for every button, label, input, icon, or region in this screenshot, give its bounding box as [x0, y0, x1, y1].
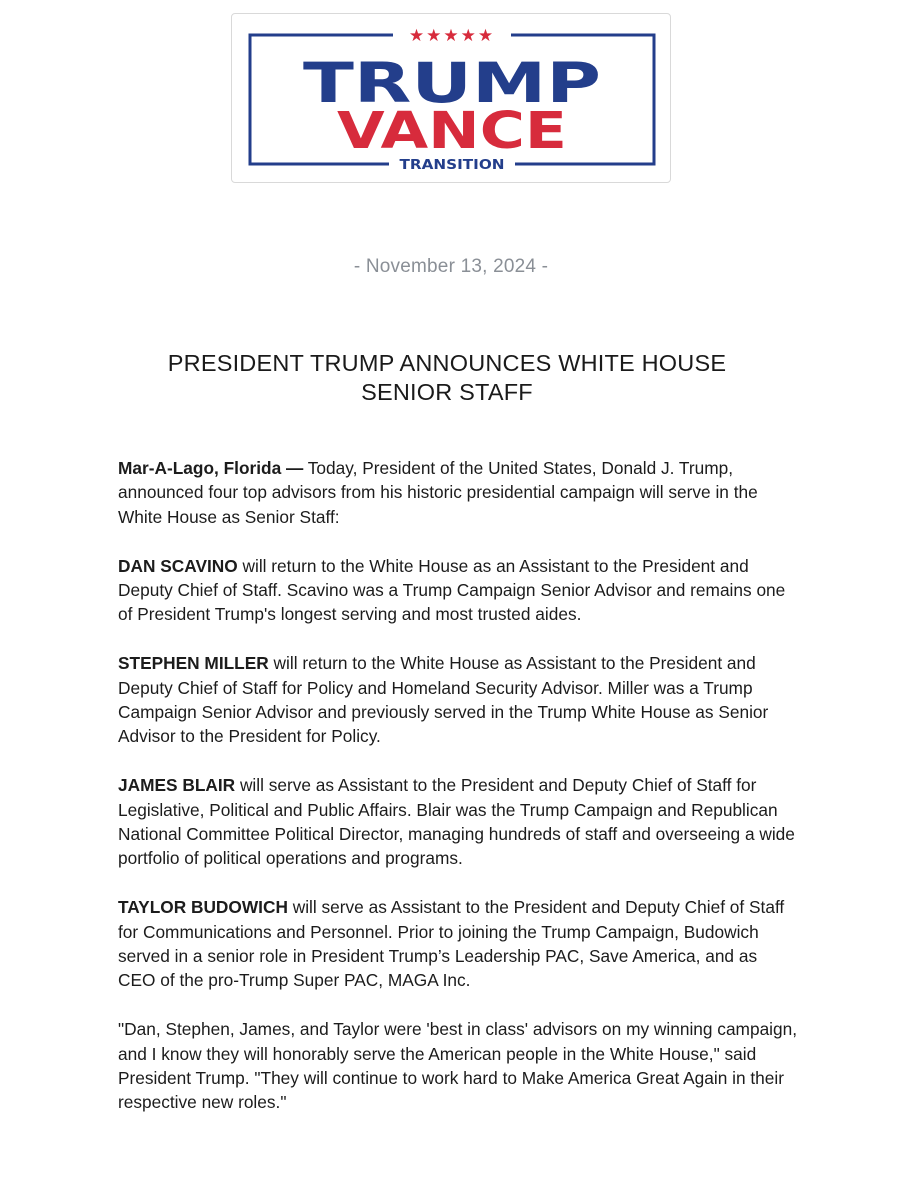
page-title: [100, 349, 794, 407]
staff-name: TAYLOR BUDOWICH: [118, 897, 288, 918]
staff-name: STEPHEN MILLER: [118, 653, 269, 674]
paragraph-text: Today, President of the United States, Donald J. Trump, announced four top advisors from his historic presidential campaign will serve in the White House as Senior Staff:: [118, 458, 758, 527]
headline-line-1: PRESIDENT TRUMP ANNOUNCES WHITE HOUSE: [167, 350, 727, 376]
quote-text: "Dan, Stephen, James, and Taylor were 'best in class' advisors on my winning campaign, and I know they will honorably serve the American people in the White House," said President Trump. "They will continue to work hard to Make America Great Again in their respective new roles.": [118, 1019, 798, 1113]
paragraph-text: will serve as Assistant to the President and Deputy Chief of Staff for Communications and Personnel. Prior to joining the Trump Campaign, Budowich served in a senior role in President Trump’s Leadership PAC, Save America, and as CEO of the pro-Trump Super PAC, MAGA Inc.: [118, 897, 785, 991]
paragraph-quote: [118, 1017, 798, 1115]
dateline: Mar-A-Lago, Florida —: [118, 458, 304, 478]
paragraph-stephen-miller: [118, 651, 798, 749]
logo-trump-text: TRUMP: [303, 51, 601, 115]
headline-line-2: SENIOR STAFF: [361, 379, 533, 405]
transition-logo-graphic: [232, 14, 672, 184]
staff-name: DAN SCAVINO: [118, 555, 238, 576]
logo-transition-text: TRANSITION: [399, 158, 505, 173]
paragraph-text: will return to the White House as Assistant to the President and Deputy Chief of Staff for Policy and Homeland Security Advisor. Miller was a Trump Campaign Senior Advisor and previously served in the Trump White House as Senior Advisor to the President for Policy.: [118, 653, 769, 747]
paragraph-james-blair: [118, 773, 798, 871]
paragraph-taylor-budowich: [118, 895, 798, 993]
staff-name: JAMES BLAIR: [118, 775, 236, 796]
transition-logo: [231, 13, 671, 183]
press-release-body: [118, 456, 798, 1139]
paragraph-dan-scavino: [118, 554, 798, 627]
paragraph-text: will serve as Assistant to the President and Deputy Chief of Staff for Legislative, Political and Public Affairs. Blair was the Trump Campaign and Republican National Committee Political Director, managing hundreds of staff and overseeing a wide portfolio of political operations and programs.: [118, 775, 795, 869]
paragraph-text: will return to the White House as an Assistant to the President and Deputy Chief of Staff. Scavino was a Trump Campaign Senior Advisor and remains one of President Trump's longest serving and most trusted aides.: [118, 555, 786, 625]
release-date: - November 13, 2024 -: [353, 256, 549, 277]
paragraph-intro: [118, 456, 798, 529]
logo-vance-text: VANCE: [337, 102, 567, 161]
logo-stars: ★★★★★: [408, 26, 496, 46]
